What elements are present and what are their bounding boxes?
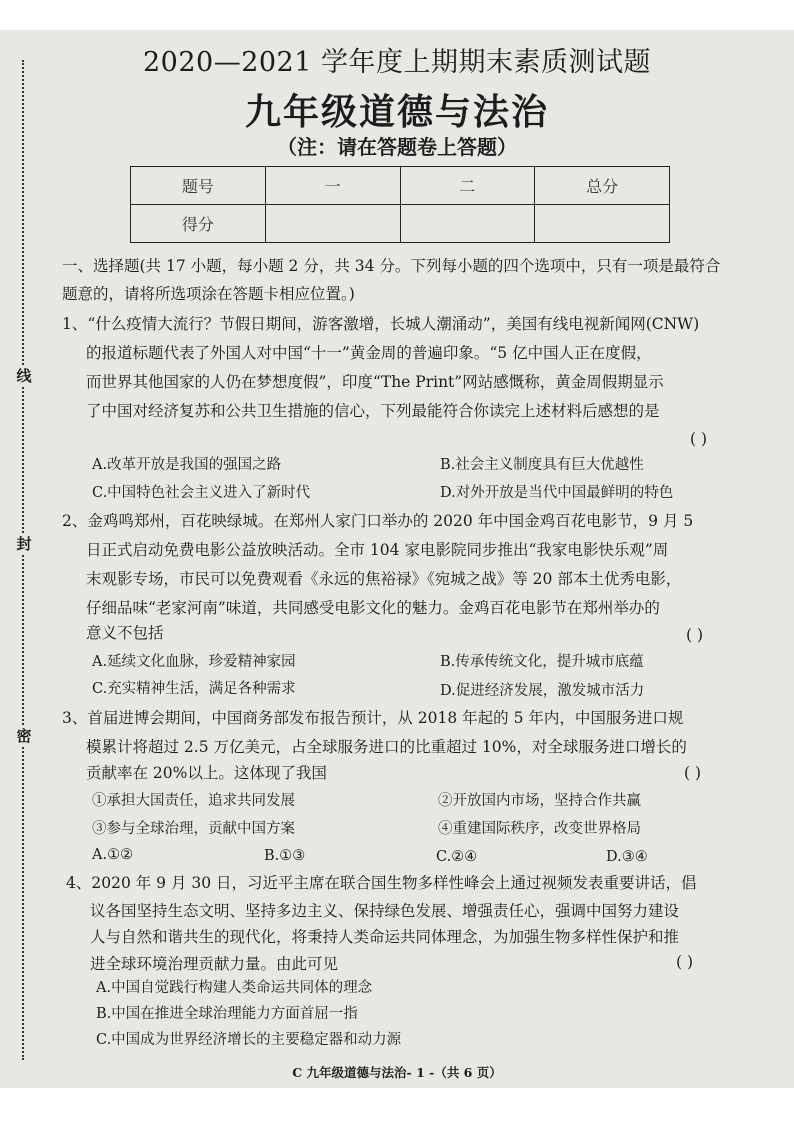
section-heading: 一、选择题(共 17 小题，每小题 2 分，共 34 分。下列每小题的四个选项中，只有一项是最符合 (62, 257, 721, 275)
q4-stem-line: 进全球环境治理贡献力量。由此可见 (90, 955, 339, 973)
margin-label-secret: 密 (14, 726, 34, 746)
q3-item-3: ③参与全球治理，贡献中国方案 (92, 821, 295, 837)
score-cell (265, 205, 400, 243)
q2-answer-bracket: ( ) (686, 626, 704, 644)
q3-option-d: D.③④ (606, 849, 648, 865)
q1-option-b: B.社会主义制度具有巨大优越性 (440, 457, 644, 473)
q1-stem-line: 了中国对经济复苏和公共卫生措施的信心，下列最能符合你读完上述材料后感想的是 (86, 402, 660, 420)
q3-answer-bracket: ( ) (684, 764, 702, 782)
score-cell (400, 205, 535, 243)
q3-stem-line: 模累计将超过 2.5 万亿美元，占全球服务进口的比重超过 10%，对全球服务进口增长的 (86, 738, 687, 756)
page-footer: C 九年级道德与法治- 1 -（共 6 页） (292, 1065, 502, 1080)
q2-stem-line: 日正式启动免费电影公益放映活动。全市 104 家电影院同步推出“我家电影快乐观”周 (86, 541, 669, 559)
q2-option-c: C.充实精神生活，满足各种需求 (92, 681, 296, 697)
q3-item-1: ①承担大国责任，追求共同发展 (92, 793, 295, 809)
score-cell (535, 205, 670, 243)
margin-label-seal: 封 (14, 534, 34, 554)
q4-option-b: B.中国在推进全球治理能力方面首屈一指 (96, 1006, 358, 1022)
score-cell: 总分 (535, 167, 670, 205)
score-table (130, 166, 670, 243)
q2-option-b: B.传承传统文化，提升城市底蕴 (440, 654, 644, 670)
q1-stem-line: 的报道标题代表了外国人对中国“十一”黄金周的普遍印象。“5 亿中国人正在度假， (86, 344, 652, 362)
q3-item-4: ④重建国际秩序，改变世界格局 (438, 821, 641, 837)
q4-stem-line: 议各国坚持生态文明、坚持多边主义、保持绿色发展、增强责任心，强调中国努力建设 (90, 902, 680, 920)
q4-stem-line: 人与自然和谐共生的现代化，将秉持人类命运共同体理念，为加强生物多样性保护和推 (90, 928, 680, 946)
q3-option-a: A.①② (92, 847, 134, 863)
score-table-score-row (131, 205, 670, 243)
q2-stem-line: 意义不包括 (86, 624, 164, 642)
q4-option-a: A.中国自觉践行构建人类命运共同体的理念 (96, 980, 373, 996)
subject-title: 九年级道德与法治 (244, 91, 549, 133)
q1-option-d: D.对外开放是当代中国最鲜明的特色 (440, 485, 674, 501)
q4-option-c: C.中国成为世界经济增长的主要稳定器和动力源 (96, 1032, 402, 1048)
q2-stem-line: 仔细品味“老家河南”味道，共同感受电影文化的魅力。金鸡百花电影节在郑州举办的 (86, 599, 660, 617)
section-instruction: 题意的，请将所选项涂在答题卡相应位置。) (62, 285, 355, 303)
q3-stem-line: 贡献率在 20%以上。这体现了我国 (86, 764, 327, 782)
answer-note: （注：请在答题卷上答题） (277, 135, 517, 159)
q3-option-b: B.①③ (264, 848, 306, 864)
q1-option-c: C.中国特色社会主义进入了新时代 (92, 485, 311, 501)
q2-option-a: A.延续文化血脉，珍爱精神家园 (92, 654, 296, 670)
q4-stem-line: 4、2020 年 9 月 30 日，习近平主席在联合国生物多样性峰会上通过视频发表重要讲话，倡 (66, 874, 697, 892)
q2-stem-line: 末观影专场，市民可以免费观看《永远的焦裕禄》《宛城之战》等 20 部本土优秀电影， (86, 570, 682, 588)
score-cell: 题号 (131, 167, 266, 205)
q2-stem-line: 2、金鸡鸣郑州，百花映绿城。在郑州人家门口举办的 2020 年中国金鸡百花电影节，9 月 5 (62, 512, 694, 530)
score-cell: 二 (400, 167, 535, 205)
q3-option-c: C.②④ (436, 849, 478, 865)
q3-item-2: ②开放国内市场，坚持合作共赢 (438, 793, 641, 809)
q1-answer-bracket: ( ) (690, 430, 708, 448)
binding-line (22, 60, 24, 1060)
score-table-header-row (131, 167, 670, 205)
q1-option-a: A.改革开放是我国的强国之路 (92, 457, 282, 473)
score-cell: 一 (265, 167, 400, 205)
margin-label-line: 线 (14, 366, 34, 386)
score-cell: 得分 (131, 205, 266, 243)
q1-stem-line: 1、“什么疫情大流行？节假日期间，游客激增，长城人潮涌动”，美国有线电视新闻网(CNW) (62, 315, 700, 333)
q1-stem-line: 而世界其他国家的人仍在梦想度假”，印度“The Print”网站感慨称，黄金周假期显示 (86, 373, 664, 391)
q4-answer-bracket: ( ) (676, 953, 694, 971)
exam-title: 2020—2021 学年度上期期末素质测试题 (142, 47, 651, 78)
q3-stem-line: 3、首届进博会期间，中国商务部发布报告预计，从 2018 年起的 5 年内，中国服务进口规 (62, 709, 684, 727)
q2-option-d: D.促进经济发展，激发城市活力 (440, 683, 645, 699)
